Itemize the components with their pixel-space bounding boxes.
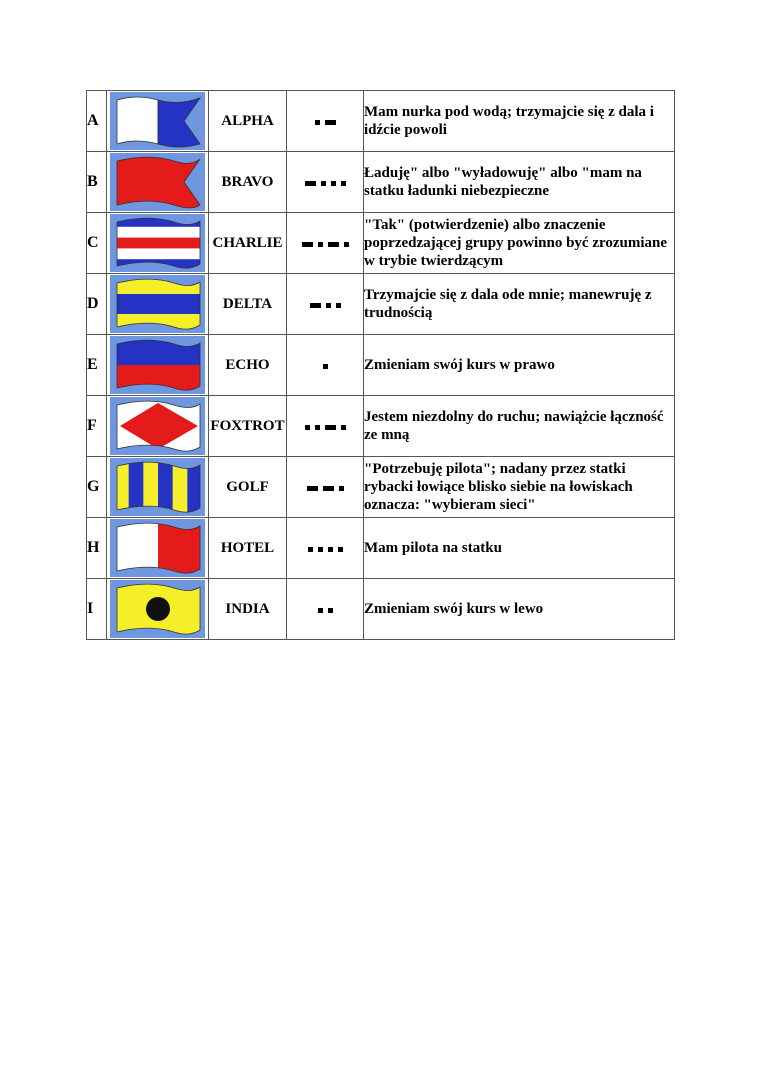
flag-hotel-icon [110, 519, 205, 577]
flag-charlie-icon [110, 214, 205, 272]
flag-cell [107, 396, 209, 457]
morse-symbols [323, 364, 328, 369]
flag-name: INDIA [209, 579, 287, 640]
flag-name: BRAVO [209, 152, 287, 213]
morse-dot [344, 242, 349, 247]
morse-code [287, 335, 364, 396]
morse-dot [341, 181, 346, 186]
flag-name: ECHO [209, 335, 287, 396]
flag-name: HOTEL [209, 518, 287, 579]
flag-cell [107, 152, 209, 213]
morse-symbols [302, 242, 349, 247]
morse-dot [308, 547, 313, 552]
signal-flags-table [86, 90, 675, 640]
flag-meaning: Zmieniam swój kurs w prawo [364, 335, 675, 396]
flag-meaning: Trzymajcie się z dala ode mnie; manewruję z trudnością [364, 274, 675, 335]
morse-code [287, 274, 364, 335]
table-row [87, 579, 675, 640]
morse-code [287, 213, 364, 274]
letter-cell: H [87, 518, 107, 579]
table-row [87, 152, 675, 213]
flag-india-icon [110, 580, 205, 638]
flag-cell [107, 579, 209, 640]
letter-cell: G [87, 457, 107, 518]
morse-code [287, 518, 364, 579]
flag-delta-icon [110, 275, 205, 333]
flag-name: DELTA [209, 274, 287, 335]
flag-echo-icon [110, 336, 205, 394]
letter-cell: I [87, 579, 107, 640]
letter-cell: B [87, 152, 107, 213]
flag-meaning: "Tak" (potwierdzenie) albo znaczenie poprzedzającej grupy powinno być zrozumiane w trybie twierdzącym [364, 213, 675, 274]
flag-name: ALPHA [209, 91, 287, 152]
flag-cell [107, 457, 209, 518]
table-row [87, 91, 675, 152]
morse-symbols [305, 425, 346, 430]
flag-meaning: "Potrzebuję pilota"; nadany przez statki rybacki łowiące blisko siebie na łowiskach oznacza: "wybieram sieci" [364, 457, 675, 518]
morse-code [287, 579, 364, 640]
flag-bravo-icon [110, 153, 205, 211]
flag-meaning: Ładuję" albo "wyładowuję" albo "mam na statku ładunki niebezpieczne [364, 152, 675, 213]
flag-name: GOLF [209, 457, 287, 518]
morse-dot [336, 303, 341, 308]
table-row [87, 335, 675, 396]
morse-symbols [310, 303, 341, 308]
table-body [87, 91, 675, 640]
morse-symbols [305, 181, 346, 186]
morse-dash [323, 486, 334, 491]
morse-dash [328, 242, 339, 247]
morse-dot [326, 303, 331, 308]
letter-cell: D [87, 274, 107, 335]
morse-code [287, 396, 364, 457]
flag-cell [107, 518, 209, 579]
morse-code [287, 457, 364, 518]
flag-meaning: Mam pilota na statku [364, 518, 675, 579]
letter-cell: E [87, 335, 107, 396]
table-row [87, 457, 675, 518]
morse-dot [338, 547, 343, 552]
table-row [87, 213, 675, 274]
morse-dash [307, 486, 318, 491]
morse-code [287, 91, 364, 152]
morse-dash [310, 303, 321, 308]
morse-dot [328, 608, 333, 613]
morse-dot [323, 364, 328, 369]
morse-dot [321, 181, 326, 186]
flag-alpha-icon [110, 92, 205, 150]
flag-meaning: Mam nurka pod wodą; trzymajcie się z dala i idźcie powoli [364, 91, 675, 152]
morse-code [287, 152, 364, 213]
flag-cell [107, 335, 209, 396]
flag-name: FOXTROT [209, 396, 287, 457]
morse-dot [318, 608, 323, 613]
table-row [87, 396, 675, 457]
morse-dot [331, 181, 336, 186]
morse-dot [328, 547, 333, 552]
flag-golf-icon [110, 458, 205, 516]
morse-dash [305, 181, 316, 186]
flag-meaning: Zmieniam swój kurs w lewo [364, 579, 675, 640]
morse-dash [325, 425, 336, 430]
morse-dot [318, 242, 323, 247]
flag-cell [107, 91, 209, 152]
flag-cell [107, 213, 209, 274]
table-row [87, 518, 675, 579]
morse-dot [315, 120, 320, 125]
letter-cell: C [87, 213, 107, 274]
morse-dash [302, 242, 313, 247]
morse-symbols [315, 120, 336, 125]
letter-cell: F [87, 396, 107, 457]
morse-symbols [307, 486, 344, 491]
morse-dot [315, 425, 320, 430]
morse-symbols [308, 547, 343, 552]
morse-dot [305, 425, 310, 430]
morse-dot [339, 486, 344, 491]
morse-dot [318, 547, 323, 552]
flag-name: CHARLIE [209, 213, 287, 274]
letter-cell: A [87, 91, 107, 152]
morse-dash [325, 120, 336, 125]
flag-foxtrot-icon [110, 397, 205, 455]
morse-dot [341, 425, 346, 430]
flag-cell [107, 274, 209, 335]
morse-symbols [318, 608, 333, 613]
flag-meaning: Jestem niezdolny do ruchu; nawiążcie łączność ze mną [364, 396, 675, 457]
table-row [87, 274, 675, 335]
